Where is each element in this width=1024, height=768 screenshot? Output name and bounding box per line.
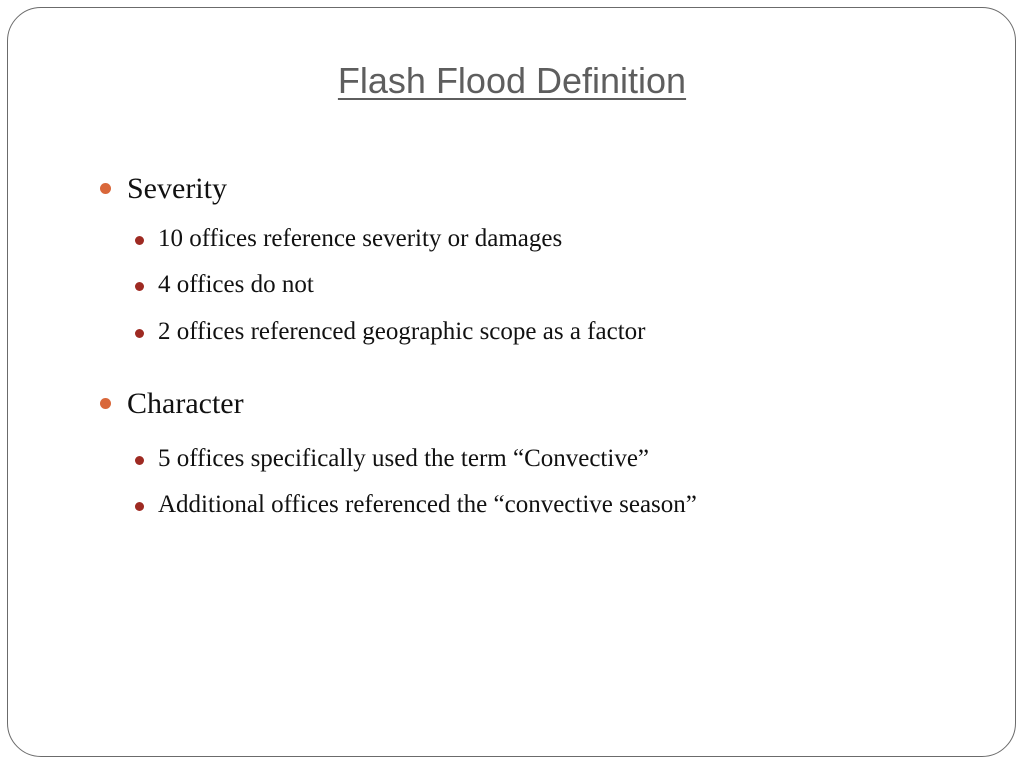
list-item: 5 offices specifically used the term “Convective” <box>158 445 650 472</box>
list-item: 10 offices reference severity or damages <box>158 225 563 252</box>
sub-bullet-icon <box>135 502 144 511</box>
list-item: 2 offices referenced geographic scope as a factor <box>158 318 646 345</box>
sub-bullet-icon <box>135 329 144 338</box>
section-heading-severity: Severity <box>127 172 227 205</box>
section-heading-character: Character <box>127 387 244 420</box>
list-item: Additional offices referenced the “convective season” <box>158 491 697 518</box>
sub-bullet-icon <box>135 456 144 465</box>
bullet-icon <box>100 183 111 194</box>
sub-bullet-icon <box>135 236 144 245</box>
list-item: 4 offices do not <box>158 271 314 298</box>
bullet-icon <box>100 398 111 409</box>
sub-bullet-icon <box>135 282 144 291</box>
slide-title: Flash Flood Definition <box>337 60 687 101</box>
